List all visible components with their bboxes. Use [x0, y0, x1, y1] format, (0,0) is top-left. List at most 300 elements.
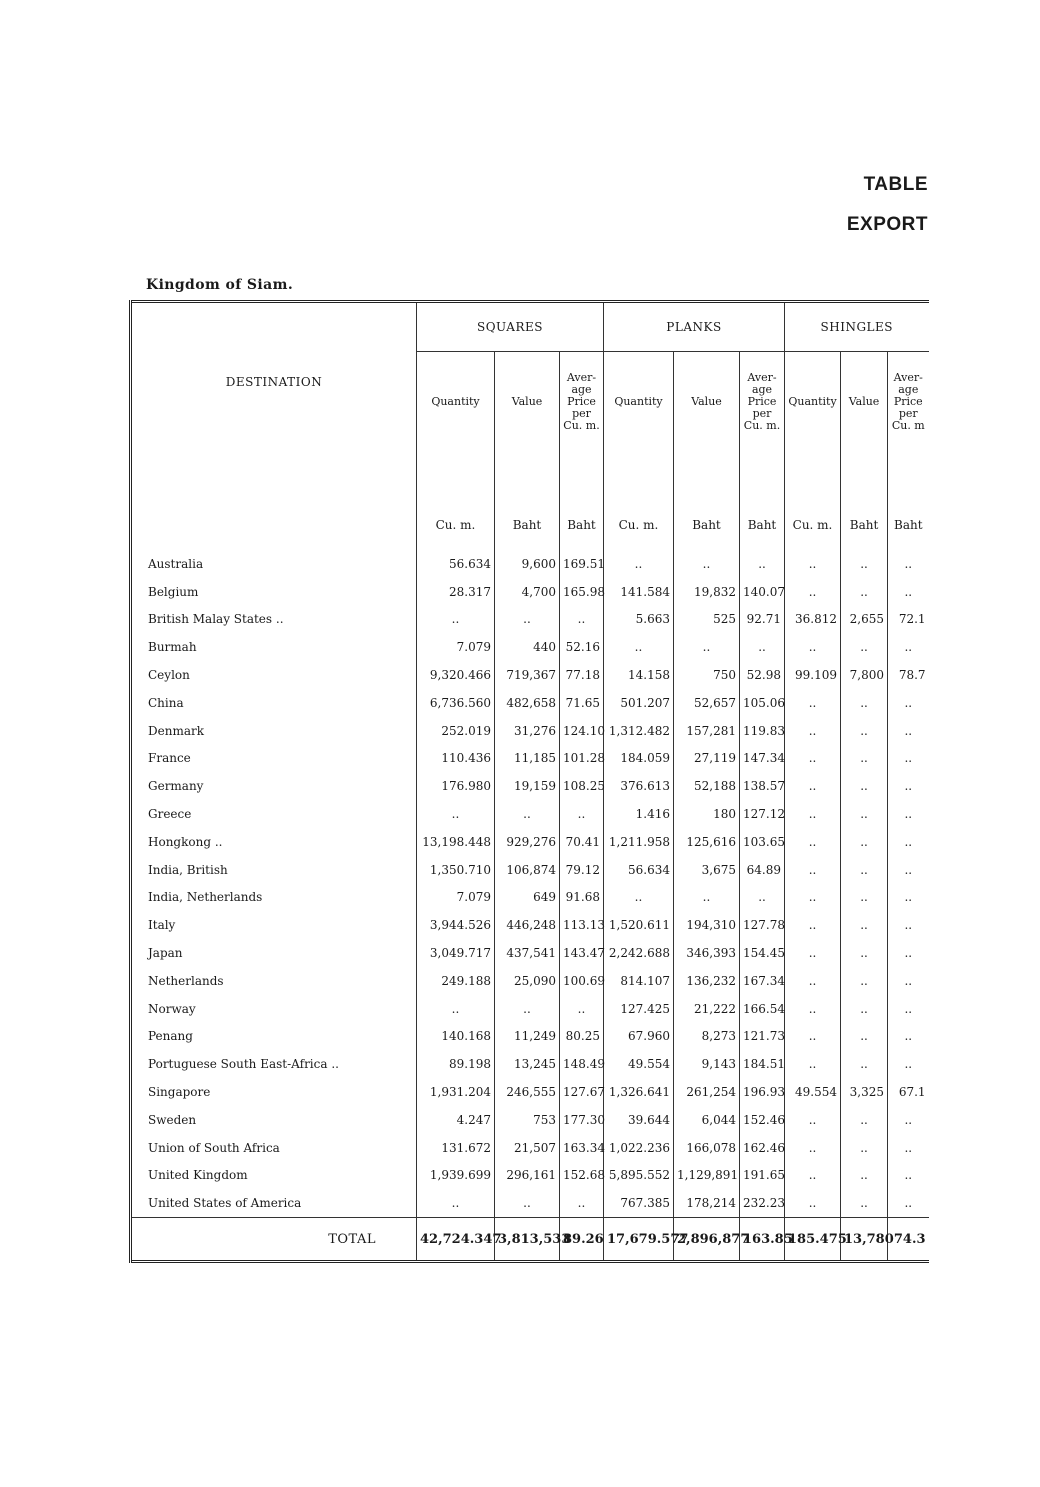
leader-dots [387, 1134, 417, 1162]
table-row [131, 689, 929, 717]
data-cell: 929,276 [495, 828, 560, 856]
data-cell: .. [560, 1189, 604, 1217]
destination-cell: Greece [131, 800, 387, 828]
destination-cell: Denmark [131, 717, 387, 745]
destination-cell: Burmah [131, 633, 387, 661]
data-cell: 25,090 [495, 967, 560, 995]
data-cell: .. [841, 745, 888, 773]
table-row [131, 1078, 929, 1106]
region-title: Kingdom of Siam. [146, 277, 294, 293]
data-cell: .. [495, 800, 560, 828]
data-cell: 71.65 [560, 689, 604, 717]
data-cell: 1,350.710 [417, 856, 495, 884]
data-cell: .. [495, 1189, 560, 1217]
data-cell: .. [785, 772, 841, 800]
data-cell: 191.65 [740, 1162, 785, 1190]
planks-avg-header: Aver- age Price per Cu. m. [740, 352, 785, 453]
data-cell: .. [740, 550, 785, 578]
data-cell: .. [841, 995, 888, 1023]
data-cell: .. [674, 884, 740, 912]
data-cell: .. [888, 856, 929, 884]
data-cell: .. [888, 800, 929, 828]
data-cell: 105.06 [740, 689, 785, 717]
data-cell: .. [560, 995, 604, 1023]
leader-dots [387, 1078, 417, 1106]
data-cell: 177.30 [560, 1106, 604, 1134]
data-cell: 52.98 [740, 661, 785, 689]
data-cell: 131.672 [417, 1134, 495, 1162]
data-cell: 163.34 [560, 1134, 604, 1162]
table-row [131, 856, 929, 884]
data-cell: 140.168 [417, 1023, 495, 1051]
data-cell: 13,198.448 [417, 828, 495, 856]
data-cell: 5,895.552 [604, 1162, 674, 1190]
table-row [131, 578, 929, 606]
data-cell: 1,211.958 [604, 828, 674, 856]
data-cell: 437,541 [495, 939, 560, 967]
data-cell: .. [785, 1050, 841, 1078]
squares-value-header: Value [495, 352, 560, 453]
destination-cell: Hongkong .. [131, 828, 387, 856]
data-cell: .. [888, 939, 929, 967]
table-row [131, 1023, 929, 1051]
data-cell: .. [888, 911, 929, 939]
data-cell: .. [785, 689, 841, 717]
data-cell: 19,832 [674, 578, 740, 606]
data-cell: 14.158 [604, 661, 674, 689]
table-row [131, 606, 929, 634]
data-cell: 154.45 [740, 939, 785, 967]
destination-cell: Belgium [131, 578, 387, 606]
table-row [131, 745, 929, 773]
data-cell: .. [785, 967, 841, 995]
destination-cell: Union of South Africa [131, 1134, 387, 1162]
data-cell: 136,232 [674, 967, 740, 995]
data-cell: 19,159 [495, 772, 560, 800]
data-cell: .. [888, 828, 929, 856]
data-cell: 162.46 [740, 1134, 785, 1162]
shingles-quantity-header: Quantity [785, 352, 841, 453]
data-cell: 814.107 [604, 967, 674, 995]
destination-cell: Italy [131, 911, 387, 939]
data-cell: .. [841, 1189, 888, 1217]
data-cell: 91.68 [560, 884, 604, 912]
data-cell: 121.73 [740, 1023, 785, 1051]
data-cell: 167.34 [740, 967, 785, 995]
destination-cell: Penang [131, 1023, 387, 1051]
data-cell: .. [785, 578, 841, 606]
data-cell: .. [495, 606, 560, 634]
leader-dots [387, 717, 417, 745]
data-cell: 13,245 [495, 1050, 560, 1078]
data-cell: .. [604, 550, 674, 578]
leader-dots [387, 689, 417, 717]
data-cell: 169.51 [560, 550, 604, 578]
data-cell: 125,616 [674, 828, 740, 856]
unit-cell: Baht [888, 452, 929, 550]
data-cell: 52,188 [674, 772, 740, 800]
data-cell: 249.188 [417, 967, 495, 995]
planks-quantity-header: Quantity [604, 352, 674, 453]
leader-dots [387, 856, 417, 884]
destination-cell: India, Netherlands [131, 884, 387, 912]
total-label: TOTAL [131, 1218, 417, 1262]
data-cell: 119.83 [740, 717, 785, 745]
data-cell: 649 [495, 884, 560, 912]
table-row [131, 661, 929, 689]
data-cell: 77.18 [560, 661, 604, 689]
destination-cell: Germany [131, 772, 387, 800]
data-cell: .. [841, 550, 888, 578]
table-heading: TABLE [863, 174, 928, 195]
data-cell: 101.28 [560, 745, 604, 773]
data-cell: 346,393 [674, 939, 740, 967]
data-cell: 1,326.641 [604, 1078, 674, 1106]
table-row [131, 911, 929, 939]
data-cell: .. [785, 1023, 841, 1051]
destination-cell: United Kingdom [131, 1162, 387, 1190]
data-cell: 176.980 [417, 772, 495, 800]
data-cell: 103.65 [740, 828, 785, 856]
data-cell: .. [888, 689, 929, 717]
data-cell: 21,222 [674, 995, 740, 1023]
data-cell: 56.634 [417, 550, 495, 578]
export-heading: EXPORT [846, 214, 928, 235]
data-cell: .. [888, 1162, 929, 1190]
data-cell: 140.07 [740, 578, 785, 606]
data-cell: 11,185 [495, 745, 560, 773]
data-cell: 152.68 [560, 1162, 604, 1190]
data-cell: .. [888, 967, 929, 995]
data-cell: .. [740, 633, 785, 661]
total-cell: 185.475 [785, 1218, 841, 1262]
total-cell: 163.85 [740, 1218, 785, 1262]
table-row [131, 717, 929, 745]
data-cell: .. [785, 911, 841, 939]
data-cell: 184.059 [604, 745, 674, 773]
data-cell: 7.079 [417, 884, 495, 912]
data-cell: .. [888, 578, 929, 606]
data-cell: .. [888, 995, 929, 1023]
data-cell: .. [841, 1023, 888, 1051]
data-cell: .. [785, 856, 841, 884]
data-cell: 11,249 [495, 1023, 560, 1051]
data-cell: 446,248 [495, 911, 560, 939]
data-cell: 296,161 [495, 1162, 560, 1190]
data-cell: .. [560, 606, 604, 634]
leader-dots [387, 745, 417, 773]
table-row [131, 828, 929, 856]
data-cell: 7.079 [417, 633, 495, 661]
data-cell: 3,049.717 [417, 939, 495, 967]
data-cell: .. [785, 1189, 841, 1217]
table-row [131, 1134, 929, 1162]
data-cell: 124.10 [560, 717, 604, 745]
destination-cell: Portuguese South East-Africa .. [131, 1050, 387, 1078]
data-cell: .. [841, 884, 888, 912]
total-cell: 17,679.577 [604, 1218, 674, 1262]
data-cell: 56.634 [604, 856, 674, 884]
table-row [131, 939, 929, 967]
leader-dots [387, 578, 417, 606]
data-cell: 49.554 [785, 1078, 841, 1106]
data-cell: 36.812 [785, 606, 841, 634]
destination-cell: Ceylon [131, 661, 387, 689]
data-cell: 1,931.204 [417, 1078, 495, 1106]
table-row [131, 967, 929, 995]
data-cell: 28.317 [417, 578, 495, 606]
destination-cell: Singapore [131, 1078, 387, 1106]
data-cell: 138.57 [740, 772, 785, 800]
data-cell: .. [417, 995, 495, 1023]
data-cell: 194,310 [674, 911, 740, 939]
data-cell: .. [888, 1106, 929, 1134]
data-cell: .. [888, 633, 929, 661]
data-cell: .. [841, 1134, 888, 1162]
data-cell: 180 [674, 800, 740, 828]
table-row [131, 1106, 929, 1134]
data-cell: .. [785, 745, 841, 773]
data-cell: 1,129,891 [674, 1162, 740, 1190]
data-cell: .. [841, 1162, 888, 1190]
data-cell: 152.46 [740, 1106, 785, 1134]
data-cell: .. [888, 1134, 929, 1162]
data-cell: 232.23 [740, 1189, 785, 1217]
data-cell: 67.1 [888, 1078, 929, 1106]
data-cell: 8,273 [674, 1023, 740, 1051]
data-cell: .. [417, 800, 495, 828]
leader-dots [387, 633, 417, 661]
data-cell: .. [740, 884, 785, 912]
squares-quantity-header: Quantity [417, 352, 495, 453]
data-cell: .. [674, 633, 740, 661]
data-cell: 1,022.236 [604, 1134, 674, 1162]
leader-dots [387, 995, 417, 1023]
leader-dots [387, 661, 417, 689]
leader-dots [387, 884, 417, 912]
leader-dots [387, 772, 417, 800]
data-cell: 166.54 [740, 995, 785, 1023]
data-cell: .. [888, 1189, 929, 1217]
data-cell: 127.78 [740, 911, 785, 939]
table-row [131, 633, 929, 661]
data-cell: 767.385 [604, 1189, 674, 1217]
data-cell: 148.49 [560, 1050, 604, 1078]
leader-dots [387, 1106, 417, 1134]
destination-cell: Norway [131, 995, 387, 1023]
data-cell: 440 [495, 633, 560, 661]
data-cell: 72.1 [888, 606, 929, 634]
data-cell: 67.960 [604, 1023, 674, 1051]
data-cell: 52,657 [674, 689, 740, 717]
destination-cell: France [131, 745, 387, 773]
unit-cell: Baht [841, 452, 888, 550]
data-cell: .. [604, 633, 674, 661]
unit-cell: Cu. m. [417, 452, 495, 550]
data-cell: 6,736.560 [417, 689, 495, 717]
data-cell: .. [888, 745, 929, 773]
destination-cell: Japan [131, 939, 387, 967]
data-cell: 4.247 [417, 1106, 495, 1134]
data-cell: .. [841, 828, 888, 856]
data-cell: 9,143 [674, 1050, 740, 1078]
unit-cell: Baht [740, 452, 785, 550]
data-cell: .. [785, 939, 841, 967]
unit-cell: Cu. m. [785, 452, 841, 550]
data-cell: .. [785, 884, 841, 912]
data-cell: 178,214 [674, 1189, 740, 1217]
data-cell: 113.13 [560, 911, 604, 939]
data-cell: .. [841, 856, 888, 884]
data-cell: 166,078 [674, 1134, 740, 1162]
data-cell: 6,044 [674, 1106, 740, 1134]
shingles-header: SHINGLES [785, 302, 929, 352]
leader-dots [387, 1189, 417, 1217]
data-cell: .. [841, 1106, 888, 1134]
data-cell: .. [785, 1162, 841, 1190]
data-cell: .. [785, 995, 841, 1023]
data-cell: .. [785, 717, 841, 745]
data-cell: 89.198 [417, 1050, 495, 1078]
data-cell: 501.207 [604, 689, 674, 717]
data-cell: 100.69 [560, 967, 604, 995]
table-row [131, 884, 929, 912]
data-cell: 9,320.466 [417, 661, 495, 689]
leader-dots [387, 911, 417, 939]
destination-cell: Australia [131, 550, 387, 578]
data-cell: .. [841, 939, 888, 967]
data-cell: 3,675 [674, 856, 740, 884]
data-cell: 110.436 [417, 745, 495, 773]
total-cell: 2,896,877 [674, 1218, 740, 1262]
data-cell: .. [841, 1050, 888, 1078]
data-cell: .. [888, 717, 929, 745]
data-cell: 719,367 [495, 661, 560, 689]
leader-dots [387, 939, 417, 967]
table-row [131, 800, 929, 828]
data-cell: .. [841, 717, 888, 745]
data-cell: .. [888, 1023, 929, 1051]
data-cell: .. [841, 967, 888, 995]
data-cell: 1,312.482 [604, 717, 674, 745]
data-cell: .. [888, 550, 929, 578]
data-cell: 2,242.688 [604, 939, 674, 967]
data-cell: 1.416 [604, 800, 674, 828]
data-cell: 108.25 [560, 772, 604, 800]
leader-dots [387, 606, 417, 634]
table-row [131, 1189, 929, 1217]
shingles-avg-header: Aver- age Price per Cu. m [888, 352, 929, 453]
data-cell: .. [785, 1106, 841, 1134]
data-cell: .. [785, 800, 841, 828]
data-cell: .. [888, 884, 929, 912]
data-cell: 2,655 [841, 606, 888, 634]
data-cell: .. [604, 884, 674, 912]
data-cell: 92.71 [740, 606, 785, 634]
data-cell: .. [417, 606, 495, 634]
data-cell: .. [785, 828, 841, 856]
shingles-value-header: Value [841, 352, 888, 453]
leader-dots [387, 800, 417, 828]
data-cell: 127.425 [604, 995, 674, 1023]
data-cell: 165.98 [560, 578, 604, 606]
data-cell: 78.7 [888, 661, 929, 689]
table-row [131, 772, 929, 800]
data-cell: .. [841, 800, 888, 828]
data-cell: 52.16 [560, 633, 604, 661]
destination-cell: India, British [131, 856, 387, 884]
total-cell: 3,813,533 [495, 1218, 560, 1262]
data-cell: 376.613 [604, 772, 674, 800]
data-cell: 252.019 [417, 717, 495, 745]
data-cell: 70.41 [560, 828, 604, 856]
data-cell: 196.93 [740, 1078, 785, 1106]
data-cell: 64.89 [740, 856, 785, 884]
unit-cell: Baht [560, 452, 604, 550]
data-cell: 31,276 [495, 717, 560, 745]
data-cell: 482,658 [495, 689, 560, 717]
data-cell: 157,281 [674, 717, 740, 745]
data-cell: 3,325 [841, 1078, 888, 1106]
data-cell: .. [888, 772, 929, 800]
data-cell: 1,520.611 [604, 911, 674, 939]
data-cell: 1,939.699 [417, 1162, 495, 1190]
table-row [131, 1050, 929, 1078]
total-row [131, 1218, 929, 1262]
unit-cell: Baht [674, 452, 740, 550]
data-cell: .. [841, 689, 888, 717]
table-row [131, 550, 929, 578]
data-cell: 99.109 [785, 661, 841, 689]
leader-dots [387, 1023, 417, 1051]
data-cell: .. [888, 1050, 929, 1078]
squares-avg-header: Aver- age Price per Cu. m. [560, 352, 604, 453]
data-cell: 753 [495, 1106, 560, 1134]
data-cell: .. [841, 911, 888, 939]
data-cell: 21,507 [495, 1134, 560, 1162]
destination-cell: Sweden [131, 1106, 387, 1134]
data-cell: 143.47 [560, 939, 604, 967]
data-cell: .. [841, 772, 888, 800]
leader-dots [387, 1050, 417, 1078]
leader-dots [387, 967, 417, 995]
leader-dots [387, 1162, 417, 1190]
data-cell: .. [841, 633, 888, 661]
data-cell: .. [841, 578, 888, 606]
data-cell: 7,800 [841, 661, 888, 689]
squares-header: SQUARES [417, 302, 604, 352]
data-cell: 49.554 [604, 1050, 674, 1078]
data-cell: .. [560, 800, 604, 828]
leader-dots [387, 550, 417, 578]
unit-cell: Baht [495, 452, 560, 550]
data-cell: 106,874 [495, 856, 560, 884]
destination-cell: Netherlands [131, 967, 387, 995]
data-cell: 141.584 [604, 578, 674, 606]
unit-cell: Cu. m. [604, 452, 674, 550]
destination-header: DESTINATION [131, 302, 417, 453]
data-cell: .. [785, 633, 841, 661]
data-cell: .. [417, 1189, 495, 1217]
data-cell: 80.25 [560, 1023, 604, 1051]
data-cell: 3,944.526 [417, 911, 495, 939]
leader-dots [387, 828, 417, 856]
data-cell: 184.51 [740, 1050, 785, 1078]
destination-cell: British Malay States .. [131, 606, 387, 634]
destination-cell: United States of America [131, 1189, 387, 1217]
data-cell: .. [495, 995, 560, 1023]
data-cell: 5.663 [604, 606, 674, 634]
